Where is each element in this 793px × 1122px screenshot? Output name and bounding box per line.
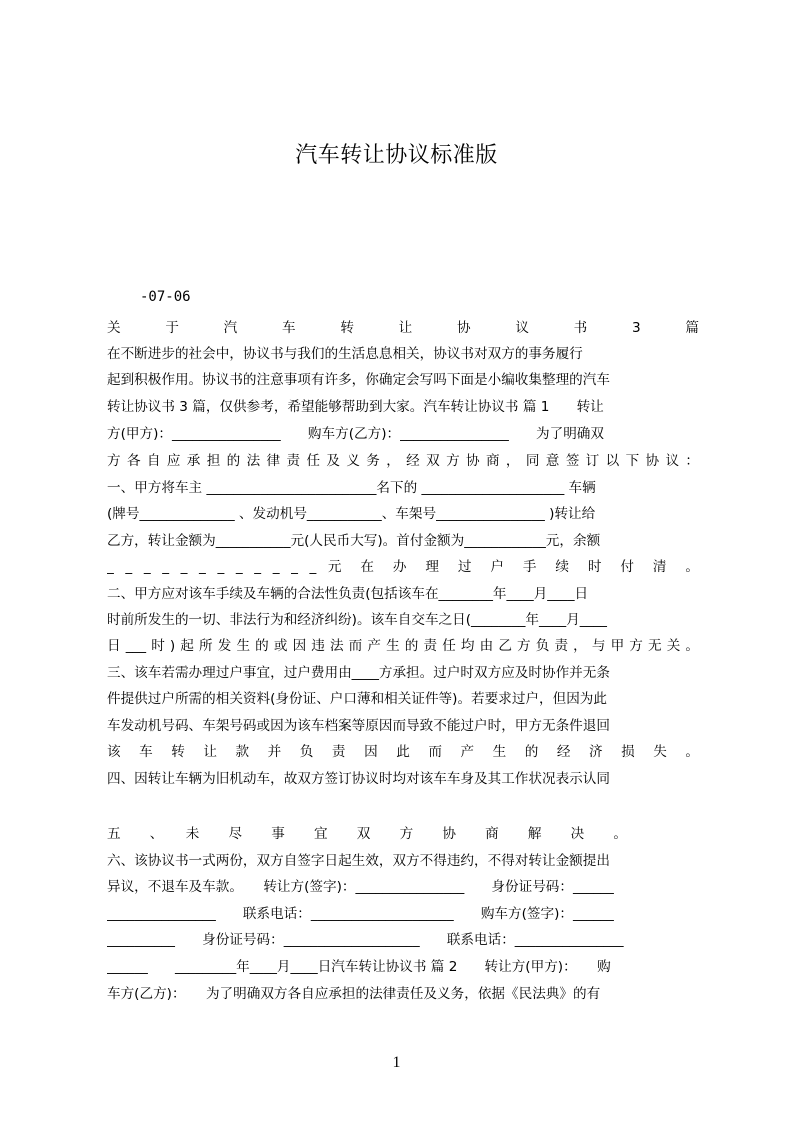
text-line: _ _ _ _ _ _ _ _ _ _ _ _ 元 在 办 理 过 户 手 续 时 付 清 。 xyxy=(107,559,699,575)
text-line: ______ _________年____月____日汽车转让协议书 篇 2 转让方(甲方)： 购 xyxy=(107,959,611,975)
text-line: 转让协议书 3 篇，仅供参考，希望能够帮助到大家。汽车转让协议书 篇 1 转让 xyxy=(107,399,604,415)
page-number: 1 xyxy=(392,1054,401,1071)
text-line-justified: 五 、 未 尽 事 宜 双 方 协 商 解 决 。 xyxy=(107,826,627,842)
text-line: 方各自应承担的法律责任及义务，经双方协商，同意签订以下协议： xyxy=(107,453,699,469)
text-line: 车发动机号码、车架号码或因为该车档案等原因而导致不能过户时，甲方无条件退回 xyxy=(107,718,610,734)
text-line: 在不断进步的社会中，协议书与我们的生活息息相关，协议书对双方的事务履行 xyxy=(107,346,583,362)
text-line: (牌号______________ 、发动机号___________、车架号________________ )转让给 xyxy=(107,506,596,522)
text-line: 二、甲方应对该车手续及车辆的合法性负责(包括该车在________年____月____日 xyxy=(107,586,589,602)
text-line xyxy=(107,824,627,844)
text-line: 时前所发生的一切、非法行为和经济纠纷)。该车自交车之日(________年____月____ xyxy=(107,612,607,628)
text-line: ________________ 联系电话：_____________________ 购车方(签字)：______ xyxy=(107,906,614,922)
text-line: 起到积极作用。协议书的注意事项有许多，你确定会写吗下面是小编收集整理的汽车 xyxy=(107,372,610,388)
text-line: 日___时)起所发生的或因违法而产生的责任均由乙方负责，与甲方无关。 xyxy=(107,638,699,654)
text-line: 车方(乙方)： 为了明确双方各自应承担的法律责任及义务，依据《民法典》的有 xyxy=(107,986,601,1002)
text-line: 四、因转让车辆为旧机动车，故双方签订协议时均对该车车身及其工作状况表示认同 xyxy=(107,771,610,787)
document-title: 汽车转让协议标准版 xyxy=(295,143,498,168)
text-line: 关 于 汽 车 转 让 协 议 书 3 篇 xyxy=(107,320,699,336)
text-line: 六、该协议书一式两份，双方自签字日起生效，双方不得违约，不得对转让金额提出 xyxy=(107,853,610,869)
text-line: 方(甲方)：________________ 购车方(乙方)：________________ 为了明确双 xyxy=(107,426,604,442)
text-line: 异议，不退车及车款。 转让方(签字)：________________ 身份证号码：______ xyxy=(107,879,614,895)
text-line: __________ 身份证号码：____________________ 联系电话：________________ xyxy=(107,932,624,948)
text-line: 件提供过户所需的相关资料(身份证、户口薄和相关证件等)。若要求过户，但因为此 xyxy=(107,691,607,707)
text-line: 一、甲方将车主 _________________________名下的 _____________________ 车辆 xyxy=(107,480,596,496)
text-line: 三、该车若需办理过户事宜，过户费用由____方承担。过户时双方应及时协作并无条 xyxy=(107,665,610,681)
text-line: 乙方，转让金额为___________元(人民币大写)。首付金额为____________元，余额 xyxy=(107,533,601,549)
text-line: 该车转让款并负责因此而产生的经济损失。 xyxy=(107,744,699,760)
document-date: -07-06 xyxy=(140,289,191,305)
